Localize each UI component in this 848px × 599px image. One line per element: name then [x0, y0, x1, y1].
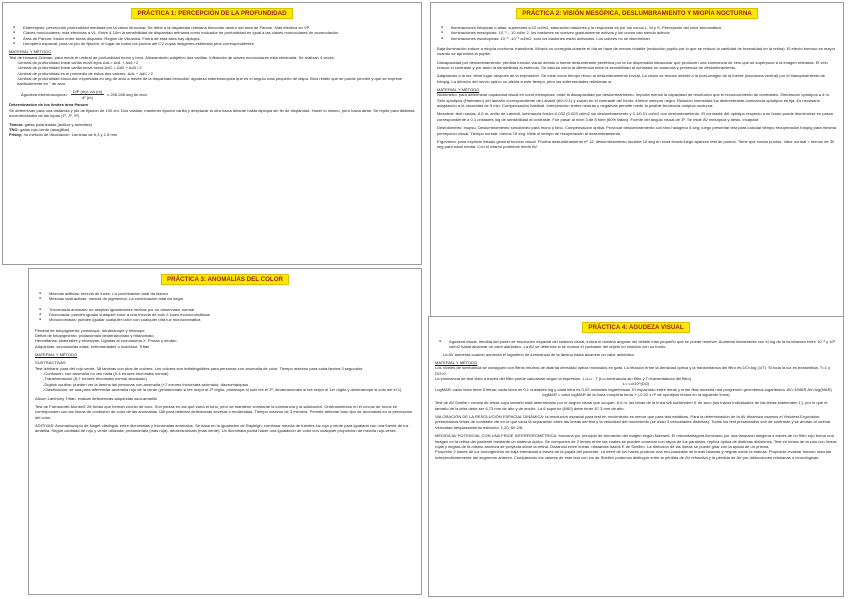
paragraph: -Umbral de profundidad lineal varilla móvil cerca ΔdC = Δd2 + Δd3 / 2 — [17, 65, 142, 71]
list-item: ● Estereopsis: percepción profundidad mediada por la visión binocular. Se debe a la disparidad retiniana binocular dentro del área de Panum. Más efectiva en VP. — [9, 25, 415, 30]
list-item: ● Iluminaciones mesópicas: 10⁻³ – 10 cd/m 2, los bastones se vuelven gradualmente activos y los conos van siendo activos — [437, 30, 837, 35]
section-heading: MATERIAL Y MÉTODO — [35, 352, 78, 358]
panel-practica-3 — [28, 268, 422, 595]
paragraph: VALORACIÓN DE LA RESOLUCIÓN ESPACIAL DINÁMICA: la resolución espacial para test en movimiento es menor que para test estáticos. Para la determinación de la AV dinámica usamos el Visiotest-Ergovision: presentamos letras de contraste cte en lo que varía la separación entre las líneas del test y la velocidad del movimiento (se usan 3 velocidades distintas). Todos los test presentados son de contraste y se anotan al umbral. Velocidad desplazamiento estímulo: 1,20, 60 2/8. — [435, 414, 832, 430]
paragraph: Desfotómetro: Inopsu. Deslumbramiento simultáneo para mono y bino. Compensación óptica. Provocar deslumbramiento con faro halógeno 5 seg; luego presentar test para calcular tiempo recuperación fotopig para mínima percepción visual. Tiempo normal: menos 15 seg. Mide el tiempo de recuperación al deslumbramiento. — [437, 125, 837, 136]
subheading: SUSTRACTIVAS — [35, 360, 66, 366]
list-item: ● Dicromacia: pueden igualar cualquier color a una mezcla de solo 2 luces monocromáticas — [35, 312, 415, 317]
paragraph: Adquiridas: secundarias edad, enfermedades o toxicidad. Tritán — [35, 343, 150, 349]
list-item: ● Claves monoculares: más efectivas a VL. Entre 4-10m la sensibilidad de disparidad retiniana como indicador de profundidad es igual a las claves monoculares de acomodación. — [9, 30, 415, 35]
paragraph: -Dígitos ocultos: pueden ver la lámina las personas con anomalía (+7 errores tricrómata anómalo): discromatopsia — [43, 381, 248, 387]
bullet-list — [435, 339, 837, 350]
bullet-list — [437, 25, 837, 41]
paragraph: Proyector 2 haces de luz homogéneos de baja intensidad a través de la pupila del paciente. La interf de los haces produce una red cuadrada de líneas blancas y negras sobre la mácula. Propósito: evaluar función macular independientemente del segmento anterior. Comparando los valores de este test con los de Snellen podemos distinguir entre la pérdida de AV refractiva y la pérdida de AV por disfunciones retinianas o neurológicas. — [435, 449, 832, 460]
paragraph: -Transformación (5-7 errores tricrómata normal dewisado) — [43, 376, 147, 382]
section-heading: MATERIAL Y MÉTODO — [9, 49, 52, 55]
paragraph: Ergovision: para explorar estado general función visual. Prueba deslumbramiento nº 12; deslumbramiento durante 10 seg en zona foveal luego aparece test de puntos. Tiene que contar puntos. Valor normal = menos de 30 seg para edad media. Con el mismo podemos medir AV — [437, 138, 835, 150]
paragraph: La luminancia de test visto a través del filtro puede calcularse según la expresión: L=Lo · T (Lo=luminancia sin filtro y T=transmitancia del filtro) — [435, 376, 692, 382]
paragraph: Test Ishihara: para def rojo-verde. 38 láminas con ptos de colores. Los colores son indistinguibles para personas con anomalía de color. Tiempo máximo para cada lámina 3 segundos. — [35, 365, 364, 371]
formula-numerator: DIP (m)× Δd (m) — [72, 88, 103, 94]
panel-practica-2 — [430, 2, 844, 322]
paragraph: Nictómetro: para determinar capacidad visual en cond mesópicas; mide la discapacidad por deslumbramiento. Importa menos la capacidad de resolución que el reconocimiento de contrastes. Simulación optotipos a 4 m. Seis optotipos (Hartmann) del tamaño correspondiente de Landolt (AV=0.1) y varían en el contraste del fondo; interior siempre negro. Relación intensidad luz deslumbrante-luminancia optotipos es fija. Es necesario adaptación a la oscuridad de 5 min. Compensación habitual. Interposición lentes neutras y negativas permite medir la posible tendencia miópica nocturna. — [437, 92, 830, 109]
panel-title: PRÁCTICA 3: ANOMALÍAS DEL COLOR — [161, 274, 289, 285]
list-item: ● Área de Panum: fusión entre áreas dispares. Región de Vilcanica. Fuera de esta área hay diplopía. — [9, 36, 415, 41]
list-item: ● Tricromacia anómala: no aceptan igualaciones hechas por un observador normal — [35, 307, 415, 312]
bullet-list — [9, 25, 415, 46]
formula-rhs: x 206,265 seg de arco — [107, 91, 148, 97]
bullet-list — [35, 291, 415, 302]
paragraph: ADITIVAS: Anomaloscopio de Nagel: distinguir entre dicrómatas y tricrómatas anómalos. Se basa en la igualación de Rayleigh: combinar mezcla de fuentes luz roja y verde para igualarla con una fuente de luz amarilla. Según cantidad de rojo y verde utilizada: protanómalo (más roja), deuteranómalo (más verde). Un dicrómata podrá hacer una igualación de color con cualquier proporción de mezcla rojo-verde. — [35, 422, 409, 434]
bullet-list — [35, 307, 415, 323]
subheading: Determinación de los límites área Panum — [9, 102, 88, 108]
formula: L= Lo/10^(DO) — [622, 381, 650, 387]
paragraph: LogMAR: cada línea tiene 5 letras; cada línea es 0,1 unidades log y cada letra es 0,02 unidades logarítmicas. El espaciado entre letras y entre filas muestra una progresión geométrica logarítmica. AV=1/MAR AV=log(MAR) — [435, 386, 832, 392]
paragraph: Los niveles de luminancia se consiguen con filtros neutros de distinta densidad óptica montados en gafa. La relación entre la densidad óptica y la transmitancia del filtro es DO=log (1/T). Si toda la luz es transmitida, T=1 y DO=0. — [435, 365, 831, 376]
paragraph: Pérdida de fotopigmento: protanope, deuteranope y tritanope — [35, 327, 145, 333]
paragraph: Album Lanthony Tritán: evaluar deficiencias adquiridas azul-amarillo — [35, 395, 158, 401]
panel-practica-1 — [2, 2, 422, 265]
formula-denominator: d² (m) — [82, 95, 93, 101]
paragraph: Test de Howard-Dolman: para medir el umbral de profundidad mono y bino. Alineamiento subjetivo dos varillas. Influencia de claves monoculares está eliminada. Se realizan 4 veces — [9, 54, 334, 60]
paragraph: -Umbral de profundidad binocular: expresada en seg de arco a través de la disparidad binocular: agudeza estereoscópica que es el ángulo más pequeño de dispa. Bino relativ que se puede percibir y que se exprese habitualmente en " de arco — [17, 76, 403, 87]
material-line: Frisby: no método de disociación. Láminas de 6,3 y 1,5 mm — [9, 132, 118, 138]
paragraph: Discapacidad por deslumbramiento: pérdida función visual debido a fuente deslumbrante periférica por la luz dispersada intraocular que producen una luminancia de velo que se superpone a la imagen retiniana. El velo reduce el contraste y por tanto la sensibilidad al estímulo. Se calcula como la diferencia entre la sensibilidad al contraste en ausencia y presencia de deslumbramiento. — [437, 59, 828, 71]
formula: logMAR = valor logMAR de la línea completa leída + (-0,02 x nº de optotipos leídos en la siguiente línea) — [542, 392, 730, 398]
panel-title: PRÁCTICA 4: AGUDEZA VISUAL — [582, 322, 689, 333]
paragraph: Test de Farnsworth-Munsell: 28 fichas que forman círculo de tono. Son piezas en las que varía el tono, pero se mantiene constante la luminancia y la saturación. Ordenamientos en el círculo de tonos se corresponden con las líneas de confusión de color de las anomalías. Útil para detectar deficiencias severas o moderadas. Tiempo máximo de 3 minutos. Permite detectar todo tipo de anomalías en la percepción del color. — [35, 403, 413, 420]
list-item: ● Monocromacia: pueden igualar cualquier color con cualquier otra luz monocromática — [35, 317, 415, 322]
panel-title: PRÁCTICA 2: VISIÓN MESÓPICA, DESLUMBRAMIENTO Y MIOPÍA NOCTURNA — [516, 8, 758, 19]
paragraph: Déficit de fotopigmento: protanómalo deuteranómalo y tritanómalo — [35, 333, 154, 339]
material-line: Titmus: gafas polarizadas (anillos y animales) — [9, 121, 93, 127]
panel-practica-4 — [428, 316, 844, 597]
list-item: ● Mezclas sustractivas: mezcla de pigmentos. La combinación total da negro — [35, 296, 415, 301]
paragraph: -Clasificación: se usa para diferenciar anomalía rojo de la verde (protanómalo si lee mejor el 2º dígito, protanope si solo lee el 2º, deuteranómalo si lee mejor el 1er dígito y deuteranope si solo lee el 1) — [43, 387, 402, 393]
formula — [9, 89, 415, 101]
paragraph: -Confusión: con anomalía no ves nada (0-4 errores tricrómata normal) — [43, 371, 169, 377]
paragraph: Baja iluminación induce a miopía nocturna: transitoria. Miopía no corregida durante el día se hace de menos notable (reducción pupila por lo que se reduce la cantidad de borrosidad en la retina). El efecto borroso es mayor cuando se aproxima la pupila. — [437, 46, 836, 57]
list-item: ● Mezclas aditivas: mezcla de luces. La combinación total da blanco — [35, 291, 415, 296]
list-item: ● Horóptero espacial: para un pto de fijación, el lugar de todos los puntos del CV cuyas imágenes estimulan ptos correspondientes — [9, 41, 415, 46]
list-item: ● Agudeza visual: medida del poder de resolución espacial del sistema visual; indica el tamaño angular del detalle más pequeño que se puede resolver. Aumenta linealmente con el log de la luminancia entre 10⁻³ y 10² cd/m2 hasta alcanzar un valor asintótico. La AV se deteriora si se reduce el contraste del objeto en relación con su fondo. — [435, 339, 837, 350]
paragraph: Adaptación a la luz: tiene lugar después de la exposición. Se mide como tiempo recuo al deslumbramiento foveal. La visión se reduce debido a la post-imagen de la fuente (escotoma central) por el blanqueamiento de fotopig. La difusión del nervio óptico no afecta a este tiempo, pero las enfermedades retinianas sí. — [437, 73, 826, 84]
panel-title: PRÁCTICA 1: PERCEPCIÓN DE LA PROFUNDIDAD — [131, 8, 292, 19]
paragraph: La AV aumenta cuando aumenta el logaritmo de luminancia de la lámina hasta alcanzar un valor asintótico. — [443, 351, 636, 357]
section-heading: MATERIAL Y MÉTODO — [437, 87, 480, 93]
paragraph: Test de AV Snellen: consta de letras cuyo tamaño está determinado por el ángulo visual que ocupan. A 6 m, las letras de la línea 6/6 subtienden 5' de arco (los trazos individuales de las letras subtienden 1'), por lo que el tamaño de la letra debe ser 8,73 mm de alto y de ancho. La 6 superior (6/60) debe tener 87,3 mm de alto. — [435, 400, 828, 411]
material-line: TNO: gafas rojo-verde (anaglifos) — [9, 126, 70, 132]
paragraph: MEDIDA AV POTENCIAL CON UNA FRIGE INTERFEROMÉTRICA: funciona por principio de formación del mágen según Maxwell. El microdiafragma iluminado por una lámpara halógena a través de un filtro rojo forma una imagen en la retina del paciente mediante un sistema óptico. Se componen de 2 lentes entre las cuales se pueden conectar con rayos de luz paralelos, réplica óptica de distintas divisiones. Test en forma de círculo con líneas rojas y negras de la mismo anchura se proyecta sobre la retina. Distancia entre líneas =distancia trazos E de Snellen. La dirección de las líneas se puede girar con la ayuda de un prisma. — [435, 433, 837, 449]
section-heading: MATERIAL Y MÉTODO — [435, 360, 478, 366]
paragraph: Hereditarias: bilaterales y recesivas. Ligadas al cromosoma X. Protan y deutan — [35, 338, 177, 344]
paragraph: -Umbral de profundidad es el promedio de estos dos valores. ΔdL + ΔdC / 2 — [17, 70, 153, 76]
paragraph: Mesotest: test ruedas. A 5 m, anillo de Landolt, luminancia fondo=0.032 (0.003 cd/m2 sin deslumbramiento y 0.1/0.01 cd/m2 con deslumbramiento. El contraste del optotipo respecto a su fondo puede disminuirse en pasos correspondiente a 0,1 unidades log de sensibilidad al contraste. Fue pasar al nivel 3 de 5 bien (60% fallan). Fuente del ángulo visual de 3º. Se mide AV mesópica y deslu. incapacit — [437, 111, 834, 122]
paragraph: -Umbral de profundidad lineal varilla móvil lejos ΔdL= Δd1 + Δd4 / 2 — [17, 60, 139, 66]
paragraph: Se determinan para una distancia y pto de fijación de 100 cm. Dos varillas; mantener fijación varilla y desplazar la otra hacia delante hasta diplopia sin fin de disparidad. Hacer lo mismo, pero hacia atrás. Se repite para distintas excentricidades de las lupas (1º, 3º, 5º) — [9, 107, 415, 119]
formula-lhs: Agudeza estereoscópica= — [21, 91, 68, 97]
list-item: ● Iluminaciones fotópicas o altas: superiores a 10 cd/m2, saturación bastones y la respuesta es por los conos L, M y S. Percepción del color tricromática. — [437, 25, 837, 30]
list-item: ● Iluminaciones escotópicas: 10⁻⁶ -10⁻³ cd/m2, solo los bastones están activados. Los colores no se discriminan — [437, 36, 837, 41]
